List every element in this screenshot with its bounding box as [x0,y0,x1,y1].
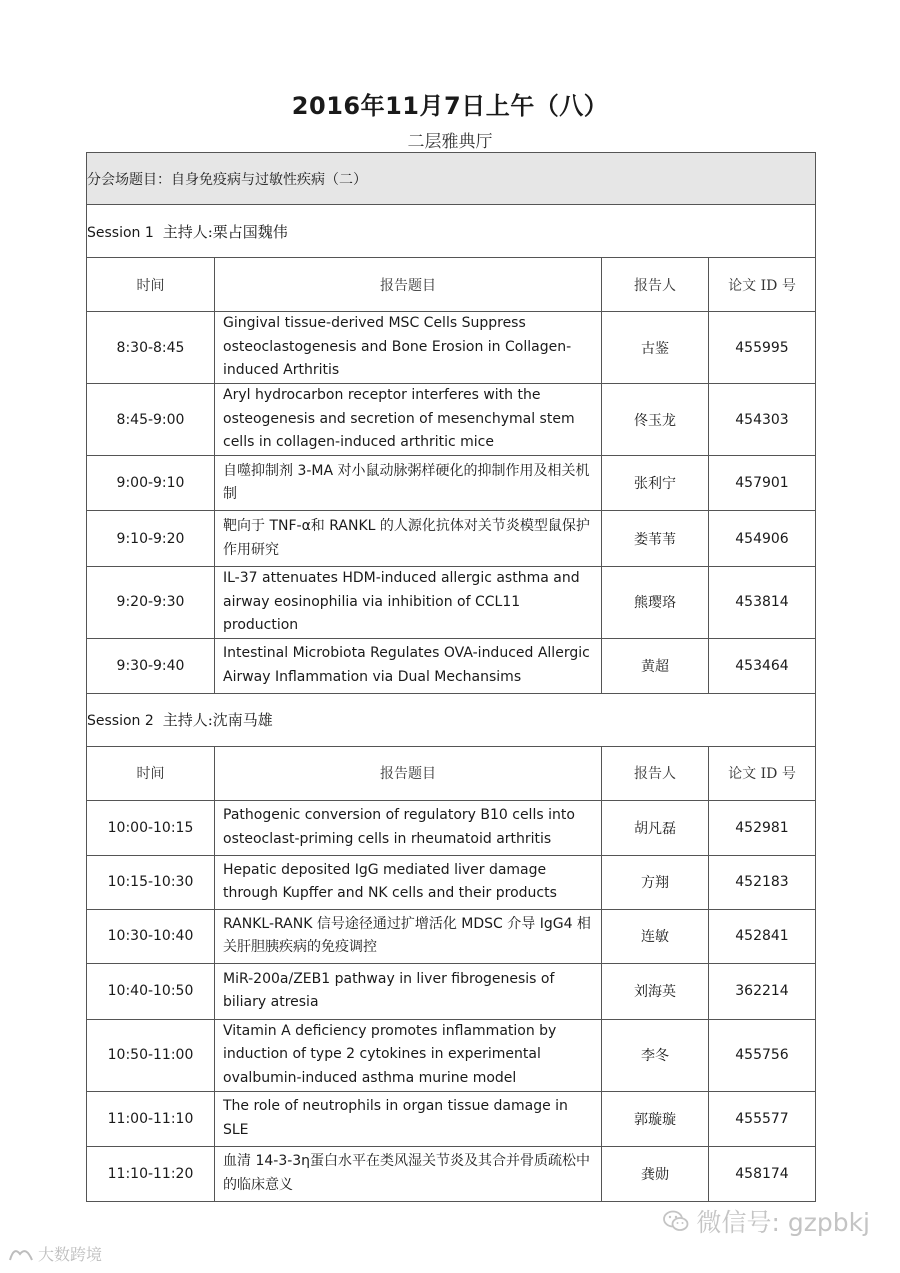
talk-time: 10:40-10:50 [87,963,215,1019]
talk-paper-id: 362214 [709,963,816,1019]
talk-time: 9:10-9:20 [87,511,215,567]
session-header [87,693,816,746]
watermark-text: 微信号: gzpbkj [696,1208,870,1237]
talk-topic: Hepatic deposited IgG mediated liver damage through Kupffer and NK cells and their products [215,855,602,909]
talk-row [87,1019,816,1091]
talk-speaker: 方翔 [602,855,709,909]
session-header-row [87,205,816,258]
subsession-title: 分会场题目：自身免疫病与过敏性疾病（二） [87,153,816,205]
session-chair: 主持人:栗占国魏伟 [162,222,288,241]
talk-speaker: 李冬 [602,1019,709,1091]
talk-paper-id: 452183 [709,855,816,909]
talk-speaker: 佟玉龙 [602,384,709,456]
talk-time: 11:00-11:10 [87,1091,215,1146]
talk-topic: IL-37 attenuates HDM-induced allergic asthma and airway eosinophilia via inhibition of CCL11 production [215,567,602,639]
session-label: Session 2 [87,713,154,729]
talk-row [87,855,816,909]
talk-time: 8:45-9:00 [87,384,215,456]
column-header-time: 时间 [87,746,215,800]
talk-paper-id: 453814 [709,567,816,639]
talk-row [87,384,816,456]
brand-icon [8,1244,34,1264]
talk-speaker: 郭璇璇 [602,1091,709,1146]
column-header-speaker: 报告人 [602,258,709,312]
session-header [87,205,816,258]
talk-time: 8:30-8:45 [87,312,215,384]
talk-topic: 血清 14-3-3η蛋白水平在类风湿关节炎及其合并骨质疏松中的临床意义 [215,1146,602,1201]
talk-paper-id: 452981 [709,800,816,855]
talk-row [87,963,816,1019]
talk-topic: RANKL-RANK 信号途径通过扩增活化 MDSC 介导 IgG4 相关肝胆胰疾病的免疫调控 [215,909,602,963]
talk-time: 9:30-9:40 [87,638,215,693]
talk-topic: Vitamin A deficiency promotes inflammation by induction of type 2 cytokines in experimental ovalbumin-induced asthma murine model [215,1019,602,1091]
talk-paper-id: 452841 [709,909,816,963]
session-header-row [87,693,816,746]
corner-brand-mark [8,1242,102,1265]
talk-paper-id: 453464 [709,638,816,693]
talk-time: 11:10-11:20 [87,1146,215,1201]
talk-topic: Gingival tissue-derived MSC Cells Suppress osteoclastogenesis and Bone Erosion in Collagen-induced Arthritis [215,312,602,384]
talk-time: 10:30-10:40 [87,909,215,963]
talk-speaker: 连敏 [602,909,709,963]
column-header-time: 时间 [87,258,215,312]
talk-topic: Aryl hydrocarbon receptor interferes with the osteogenesis and secretion of mesenchymal stem cells in collagen-induced arthritic mice [215,384,602,456]
talk-row [87,909,816,963]
talk-time: 10:50-11:00 [87,1019,215,1091]
session-label: Session 1 [87,224,154,241]
talk-time: 9:00-9:10 [87,456,215,511]
talk-paper-id: 454906 [709,511,816,567]
talk-speaker: 刘海英 [602,963,709,1019]
talk-speaker: 张利宁 [602,456,709,511]
talk-row [87,1146,816,1201]
talk-topic: 靶向于 TNF-α和 RANKL 的人源化抗体对关节炎模型鼠保护作用研究 [215,511,602,567]
talk-time: 10:15-10:30 [87,855,215,909]
talk-paper-id: 455756 [709,1019,816,1091]
column-header-paper-id: 论文 ID 号 [709,746,816,800]
wechat-watermark [662,1203,870,1239]
column-header-row [87,746,816,800]
talk-speaker: 胡凡磊 [602,800,709,855]
talk-time: 9:20-9:30 [87,567,215,639]
talk-speaker: 龚勋 [602,1146,709,1201]
talk-speaker: 黄超 [602,638,709,693]
subsession-title-row [87,153,816,205]
talk-speaker: 熊璎珞 [602,567,709,639]
talk-paper-id: 455995 [709,312,816,384]
corner-brand-text: 大数跨境 [38,1245,103,1264]
talk-row [87,511,816,567]
talk-row [87,1091,816,1146]
talk-time: 10:00-10:15 [87,800,215,855]
schedule-table [86,152,816,1202]
venue-label: 二层雅典厅 [407,132,493,152]
talk-topic: Intestinal Microbiota Regulates OVA-induced Allergic Airway Inflammation via Dual Mechansims [215,638,602,693]
page-title: 2016年11月7日上午（八） [291,92,609,120]
talk-topic: 自噬抑制剂 3-MA 对小鼠动脉粥样硬化的抑制作用及相关机制 [215,456,602,511]
session-chair: 主持人:沈南马雄 [162,711,273,729]
talk-speaker: 娄苇苇 [602,511,709,567]
wechat-icon [662,1207,690,1235]
talk-row [87,312,816,384]
talk-row [87,638,816,693]
talk-paper-id: 458174 [709,1146,816,1201]
column-header-topic: 报告题目 [215,258,602,312]
column-header-topic: 报告题目 [215,746,602,800]
talk-paper-id: 454303 [709,384,816,456]
talk-speaker: 古鉴 [602,312,709,384]
talk-topic: The role of neutrophils in organ tissue damage in SLE [215,1091,602,1146]
column-header-speaker: 报告人 [602,746,709,800]
talk-topic: Pathogenic conversion of regulatory B10 cells into osteoclast-priming cells in rheumatoid arthritis [215,800,602,855]
talk-paper-id: 455577 [709,1091,816,1146]
talk-topic: MiR-200a/ZEB1 pathway in liver fibrogenesis of biliary atresia [215,963,602,1019]
talk-row [87,800,816,855]
talk-row [87,567,816,639]
column-header-row [87,258,816,312]
talk-row [87,456,816,511]
column-header-paper-id: 论文 ID 号 [709,258,816,312]
talk-paper-id: 457901 [709,456,816,511]
